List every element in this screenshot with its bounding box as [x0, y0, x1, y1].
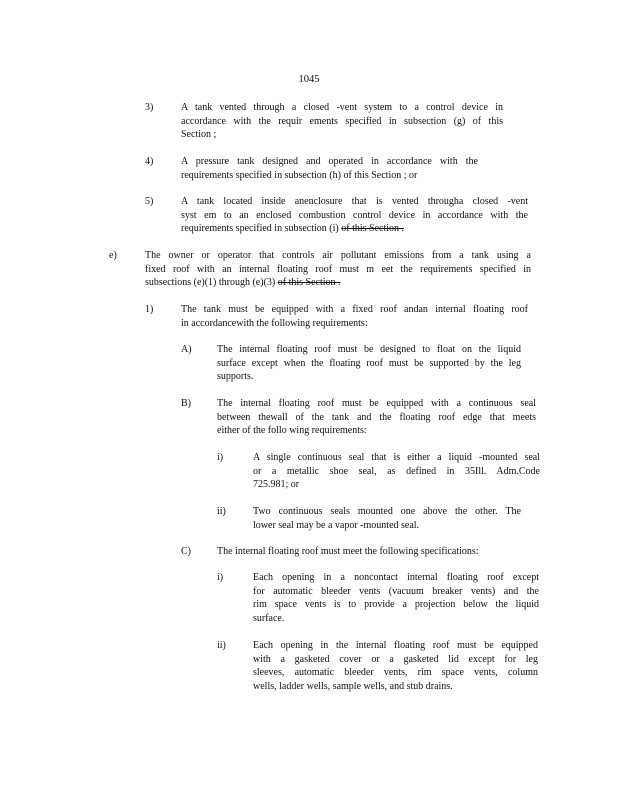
text-line: accordance with the requir ements specified in subsection (g) of this [181, 115, 503, 127]
paragraph-label: B) [181, 398, 191, 409]
text-line: surface. [253, 612, 285, 624]
text-line: A tank vented through a closed -vent system to a control device in [181, 102, 503, 113]
text-line: Each opening in the internal floating roof must be equipped [253, 640, 538, 651]
text-line: Two continuous seals mounted one above the other. The [253, 506, 521, 517]
paragraph-label: C) [181, 546, 191, 557]
text-line: A single continuous seal that is either a liquid -mounted seal [253, 452, 540, 463]
text-line: sleeves, automatic bleeder vents, rim space vents, column [253, 667, 538, 679]
text-line: in accordancewith the following requirements: [181, 317, 368, 329]
text-line: A tank located inside anenclosure that is vented througha closed -vent [181, 196, 528, 207]
struck-text: of this Section . [277, 277, 341, 289]
text-line: The internal floating roof must be equipped with a continuous seal [217, 398, 536, 409]
paragraph-label: A) [181, 344, 192, 355]
paragraph-text [253, 571, 539, 625]
paragraph-text [253, 451, 540, 492]
text-line: subsections (e)(1) through (e)(3) of this Section . [145, 277, 341, 289]
paragraph-label: e) [109, 250, 117, 261]
text-line: The owner or operator that controls air pollutant emissions from a tank using a [145, 250, 531, 261]
text-line: either of the follo wing requirements: [217, 425, 367, 437]
text-line: supports. [217, 371, 254, 383]
paragraph-label: i) [217, 572, 224, 583]
text-line: requirements specified in subsection (i) of this Section . [181, 223, 405, 235]
paragraph-label: i) [217, 452, 224, 463]
paragraph-label: 3) [145, 102, 154, 113]
text-line: 725.981; or [253, 479, 300, 491]
paragraph-text [181, 303, 528, 330]
paragraph-label: 1) [145, 304, 154, 315]
text-line: with a gasketed cover or a gasketed lid except for leg [253, 653, 538, 665]
text-line: Each opening in a noncontact internal floating roof except [253, 572, 539, 583]
text-line: rim space vents is to provide a projection below the liquid [253, 599, 539, 611]
text-line: The tank must be equipped with a fixed roof andan internal floating roof [181, 304, 528, 315]
text-line: wells, ladder wells, sample wells, and stub drains. [253, 680, 453, 692]
text-line: fixed roof with an internal floating roof must m eet the requirements specified in [145, 263, 531, 275]
paragraph-text [217, 343, 521, 384]
text-line: or a metallic shoe seal, as defined in 35Ill. Adm.Code [253, 465, 540, 477]
paragraph-text [181, 195, 528, 236]
text-line: requirements specified in subsection (h) of this Section ; or [181, 169, 418, 181]
page-number: 1045 [298, 74, 320, 85]
text-line: lower seal may be a vapor -mounted seal. [253, 519, 420, 531]
paragraph-text [181, 155, 478, 182]
paragraph-text [217, 397, 536, 438]
text-line: for automatic bleeder vents (vacuum breaker vents) and the [253, 585, 539, 597]
paragraph-label: 4) [145, 156, 154, 167]
text-line: A pressure tank designed and operated in accordance with the [181, 156, 478, 167]
struck-text: of this Section . [341, 223, 405, 235]
paragraph-text [217, 545, 522, 559]
paragraph-label: ii) [217, 640, 226, 651]
paragraph-text [145, 249, 531, 290]
paragraph-text [253, 505, 521, 532]
text-line: Section ; [181, 129, 217, 141]
text-line: The internal floating roof must meet the following specifications: [217, 546, 479, 557]
paragraph-text [253, 639, 538, 693]
text-line: between thewall of the tank and the floating roof edge that meets [217, 411, 536, 423]
text-line: The internal floating roof must be designed to float on the liquid [217, 344, 521, 355]
text-line: syst em to an enclosed combustion control device in accordance with the [181, 209, 528, 221]
paragraph-label: 5) [145, 196, 154, 207]
text-line: surface except when the floating roof must be supported by the leg [217, 357, 521, 369]
paragraph-label: ii) [217, 506, 226, 517]
paragraph-text [181, 101, 503, 142]
